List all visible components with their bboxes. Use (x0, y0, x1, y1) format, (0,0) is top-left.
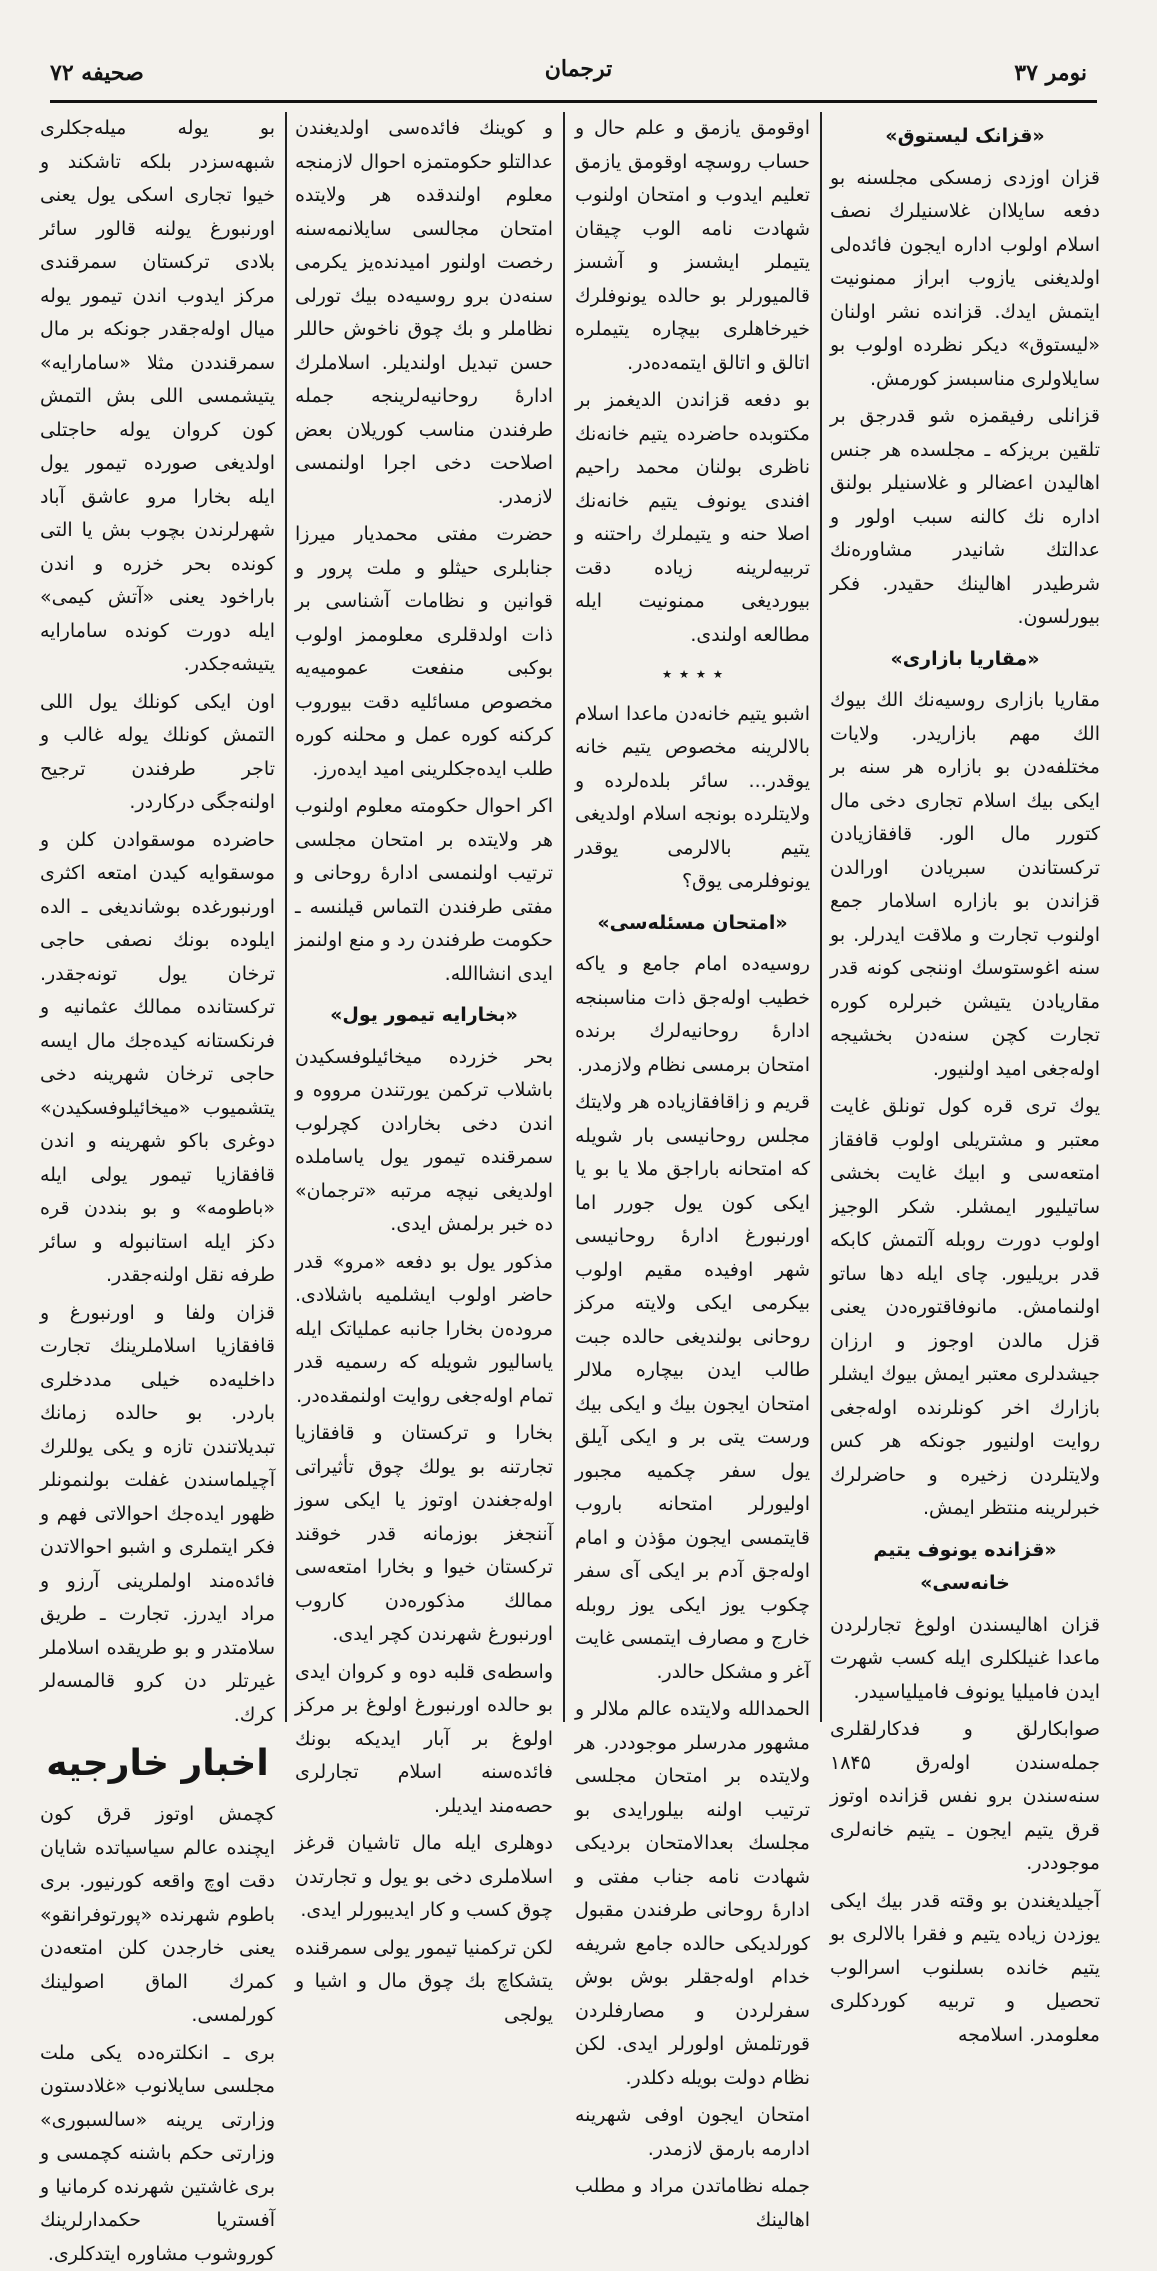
section-heading-orphanage: «قزانده یونوف یتیم خانه‌سی» (830, 1534, 1100, 1601)
section-heading-foreign-news: اخبار خارجیه (40, 1742, 275, 1786)
section-heading-makaria-bazaar: «مقاریا بازاری» (830, 643, 1100, 677)
section-separator-stars: ٭ ٭ ٭ ٭ (575, 658, 810, 692)
issue-number-label: نومر ۳۷ (1014, 60, 1087, 86)
columns-area (40, 112, 1100, 1732)
paragraph: قریم و زاقافقازیاده هر ولایتك مجلس روحانیسی بار شویله که امتحانه باراجق ملا یا بو یا ایکی کون یول جورر اما اورنبورغ ادارۀ روحانیسی شهر اوفیده مقیم اولوب بیکرمی ایکی ولایته مرکز روحانی بولندیغی حالده جبت طالب ایدن بیچاره ملالر امتحان ایجون بیك و ایکی بیك ورست یتی بر و ایکی آیلق یول سفر چکمیه مجبور اولیورلر امتحانه باروب قایتمسی ایجون مؤذن و امام اولەجق آدم بر ایکی آی سفر چکوب یوز ایکی یوز روبله خارج و مصارف ایتمسی غایت آغر و مشکل حالدر. (575, 1086, 810, 1689)
paragraph: جمله نظاماتدن مراد و مطلب اهالینك (575, 2170, 810, 2237)
column-divider (820, 112, 822, 1722)
newspaper-title: ترجمان (545, 56, 612, 82)
section-heading-bukhara-railway: «بخارایه تیمور یول» (295, 999, 553, 1033)
paragraph: قزان ولفا و اورنبورغ و قافقازیا اسلاملرینك تجارت داخلیه‌ده خیلی مددخلری باردر. بو حالده زمانك تبدیلاتندن تازه و یکی یوللرك آچیلماسندن غفلت بولنمونلر ظهور ایدەجك احوالاتی فهم و فکر ایتملری و اشبو احوالاتدن فائده‌مند اولملرینی آرزو و مراد ایدرز. تجارت ـ طریق سلامتدر و بو طریقده اسلاملر غیرتلر دن کرو قالمسەلر کرك. (40, 1297, 275, 1733)
paragraph: امتحان ایجون اوفی شهرینه ادارمه بارمق لازمدر. (575, 2099, 810, 2166)
paragraph: حضرت مفتی محمدیار میرزا جنابلری حیثلو و ملت پرور و قوانین و نظامات آشناسی بر ذات اولدقلری معلوممز اولوب بوکبی منفعت عمومیه‌یه مخصوص مسائلیه دقت بیوروب کرکنه کوره عمل و محلنه کوره طلب ایدەجکلرینی امید ایدەرز. (295, 518, 553, 786)
paragraph: بو دفعه قزاندن الدیغمز بر مکتوبده حاضرده یتیم خانه‌نك ناظری بولنان محمد راحیم افندی یونوف یتیم خانه‌نك اصلا حنه و یتیملرك راحتنه و تربیه‌لرینه زیاده دقت بیوردیغی ممنونیت ایله مطالعه اولندی. (575, 384, 810, 652)
section-heading-kazan-listok: «قزانک لیستوق» (830, 120, 1100, 154)
paragraph: قزان اوزدی زمسکی مجلسنه بو دفعه سایلاان غلاسنیلرك نصف اسلام اولوب اداره ایجون فائده‌لی اولدیغنی یازوب ابراز ممنونیت ایتمش ایدك. قزانده نشر اولنان «لیستوق» دیکر نظرده اولوب بو سایلاولری مناسبسز کورمش. (830, 162, 1100, 397)
masthead (40, 50, 1117, 110)
paragraph: یوك تری قره کول تونلق غایت معتبر و مشتریلی اولوب قافقاز امتعه‌سی و ابیك غایت بخشی ساتیلیور ایمشلر. شکر الوجیز اولوب دورت روبله آلتمش کابکه قدر بریلیور. چای ایله دها ساتو اولنمامش. مانوفاقتوره‌دن یعنی قزل مالدن اوجوز و ارزان جیشدلری معتبر ایمش بیوك ایشلر بازارك اخر کونلرنده اولەجغی روایت اولنیور جونکه هر کس ولایتلردن زخیره و حاضرلرك خبرلرینه منتظر ایمش. (830, 1090, 1100, 1526)
column-1 (830, 112, 1100, 1722)
paragraph: واسطه‌ی قلبه دوه و کروان ایدی بو حالده اورنبورغ اولوغ بر مرکز اولوغ بر آبار ایدیکه بونك فائده‌سنه اسلام تجارلری حصه‌مند ایدیلر. (295, 1656, 553, 1824)
paragraph: بو یوله میله‌جکلری شبهه‌سزدر بلکه تاشکند و خیوا تجاری اسکی یول یعنی اورنبورغ یولنه قالور سائر بلادی ترکستان سمرقندی مرکز ایدوب اندن تیمور یوله میال اولەجقدر جونکه بر مال سمرقنددن مثلا «سامارایه» یتیشمسی اللی بش التمش کون کروان یوله حاجتلی اولدیغی صورده تیمور یول ایله بخارا مرو عاشق آباد شهرلرندن بچوب بش یا التی کونده بحر خزره و اندن باراخود یعنی «آتش کیمی» ایله دورت کونده سامارایه یتیشه‌جکدر. (40, 112, 275, 682)
paragraph: روسیه‌ده امام جامع و یاکه خطیب اوله‌جق ذات مناسبنجه ادارۀ روحانیه‌لرك برنده امتحان برمسی نظام ولازمدر. (575, 948, 810, 1082)
paragraph: اشبو یتیم خانه‌دن ماعدا اسلام بالالرینه مخصوص یتیم خانه یوقدر... سائر بلده‌لرده و ولایتلرده بونجه اسلام اولدیغی یتیم بالالرمی یوقدر یونوفلرمی یوق؟ (575, 698, 810, 899)
paragraph: الحمدالله ولایتده عالم ملالر و مشهور مدرسلر موجوددر. هر ولایتده بر امتحان مجلسی ترتیب اولنه بیلورایدی بو مجلسك بعدالامتحان بردیکی شهادت نامه جناب مفتی و ادارۀ روحانی طرفندن مقبول کورلدیکی حالده جامع شریفه خدام اوله‌جقلر بوش بوش سفرلردن و مصارفلردن قورتلمش اولورلر ایدی. لکن نظام دولت بویله دکلدر. (575, 1693, 810, 2095)
column-2 (575, 112, 810, 1722)
paragraph: کچمش اوتوز قرق کون ایچنده عالم سیاسیاتده شایان دقت اوچ واقعه کورنیور. بری باطوم شهرنده «پورتوفرانقو» یعنی خارجدن کلن امتعه‌دن کمرك الماق اصولینك کورلمسی. (40, 1798, 275, 2033)
paragraph: اوقومق یازمق و علم حال و حساب روسچه اوقومق یازمق تعلیم ایدوب و امتحان اولنوب شهادت نامه الوب چیقان یتیملر ایشسز و آشسز قالمیورلر بو حالده یونوفلرك خیرخاهلری بیچاره یتیملره اتالق و اتالق ایتمه‌ده‌در. (575, 112, 810, 380)
paragraph: مقاریا بازاری روسیه‌نك الك بیوك الك مهم بازاریدر. ولایات مختلفه‌دن بو بازاره هر سنه بر ایکی بیك اسلام تجاری دخی مال کتورر مال الور. قافقازیادن ترکستاندن سبریادن اورالدن قزاندن بو بازاره اسلامار جمع اولنوب تجارت و ملاقت ایدرلر. بو سنه اغوستوسك اوننجی کونه قدر مقاریادن یتیشن خبرلره کوره تجارت کچن سنه‌دن بخشیجه اولەجغی امید اولنیور. (830, 684, 1100, 1086)
column-4 (40, 112, 275, 1722)
column-3 (295, 112, 553, 1722)
paragraph: حاضرده موسقوادن کلن و موسقوایه کیدن امتعه اکثری اورنبورغده بوشاندیغی ـ الده ایلوده بونك نصفی حاجی ترخان یول تونه‌جقدر. ترکستانده ممالك عثمانیه و فرنکستانه کیدەجك مال ایسه حاجی ترخان شهرینه دخی یتشمیوب «میخائیلوفسکیدن» دوغری باکو شهرینه و اندن قافقازیا تیمور یولی ایله «باطومه» و بو بنددن قره دکز ایله استانبوله و سائر طرفه نقل اولنەجقدر. (40, 824, 275, 1293)
paragraph: بخارا و ترکستان و قافقازیا تجارتنه بو یولك چوق تأثیراتی اولەجغندن اوتوز یا ایکی سوز آننجغز بوزمانه قدر خوقند ترکستان خیوا و بخارا امتعه‌سی ممالك مذکوره‌دن کاروب اورنبورغ شهرندن کچر ایدی. (295, 1417, 553, 1652)
paragraph: آجیلدیغندن بو وقته قدر بیك ایکی یوزدن زیاده یتیم و فقرا بالالری بو یتیم خانده بسلنوب اسرالوب تحصیل و تربیه کوردکلری معلومدر. اسلامجه (830, 1885, 1100, 2053)
column-divider (563, 112, 565, 1722)
paragraph: و کوینك فائده‌سی اولدیغندن عدالتلو حکومتمزه احوال لازمنجه معلوم اولندقده هر ولایتده امتحان مجالسی سایلانمه‌سنه رخصت اولنور امیدنده‌یز یکرمی سنه‌دن برو روسیه‌ده بیك تورلی نظاملر و بك چوق ناخوش حاللر حسن تبدیل اولندیلر. اسلاملرك ادارۀ روحانیه‌لرینجه جمله طرفندن مناسب کوریلان بعض اصلاحت دخی اجرا اولنمسی لازمدر. (295, 112, 553, 514)
paragraph: بری ـ انکلتره‌ده یکی ملت مجلسی سایلانوب «غلادستون وزارتی یرینه «سالسبوری» وزارتی حکم باشنه کچمسی و بری غاشتین شهرنده کرمانیا و آفستریا حکمدارلرینك کوروشوب مشاوره ایتدکلری. (40, 2037, 275, 2271)
paragraph: اکر احوال حکومته معلوم اولنوب هر ولایتده بر امتحان مجلسی ترتیب اولنمسی ادارۀ روحانی و مفتی طرفندن التماس قیلنسه ـ حکومت طرفندن رد و منع اولنمز ایدی انشاالله. (295, 790, 553, 991)
paragraph: صوابکارلق و فدکارلقلری جمله‌سندن اولەرق ۱۸۴۵ سنه‌سندن برو نفس قزانده اوتوز قرق یتیم ایجون ـ یتیم خانه‌لری موجوددر. (830, 1713, 1100, 1881)
column-divider (285, 112, 287, 1722)
masthead-rule (50, 100, 1097, 103)
paragraph: قزانلی رفیقمزه شو قدرجق بر تلقین بریزکه ـ مجلسده هر جنس اهالیدن اعضالر و غلاسنیلر بولنق اداره نك کالنه سبب اولور و عدالتك شانیدر مشاوره‌نك شرطیدر اهالینك حقیدر. فکر بیورلسون. (830, 400, 1100, 635)
paragraph: دوهلری ایله مال تاشیان قرغز اسلاملری دخی بو یول و تجارتدن چوق کسب و کار ایدیبورلر ایدی. (295, 1827, 553, 1928)
paragraph: بحر خزرده میخائیلوفسکیدن باشلاب ترکمن یورتندن مرووه و اندن دخی بخارادن کچرلوب سمرقنده تیمور یول یاساملده اولدیغی نیچه مرتبه «ترجمان» ده خبر برلمش ایدی. (295, 1041, 553, 1242)
section-heading-exam-question: «امتحان مسئله‌سی» (575, 907, 810, 941)
page-number-label: صحیفه ۷۲ (50, 60, 144, 86)
paragraph: اون ایکی کونلك یول اللی التمش کونلك یوله غالب و تاجر طرفندن ترجیح اولنەجگی دركاردر. (40, 686, 275, 820)
paragraph: لکن ترکمنیا تیمور یولی سمرقنده یتشکاچ بك چوق مال و اشیا و یولجی (295, 1932, 553, 2033)
paragraph: مذکور یول بو دفعه «مرو» قدر حاضر اولوب ایشلمیه باشلادی. مروده‌ن بخارا جانبه عملیاتک ایله یاسالیور شویله که رسمیه قدر تمام اولەجغی روایت اولنمقده‌در. (295, 1246, 553, 1414)
paragraph: قزان اهالیسندن اولوغ تجارلردن ماعدا غنیلکلری ایله کسب شهرت ایدن فامیلیا یونوف فامیلیاسیدر. (830, 1609, 1100, 1710)
